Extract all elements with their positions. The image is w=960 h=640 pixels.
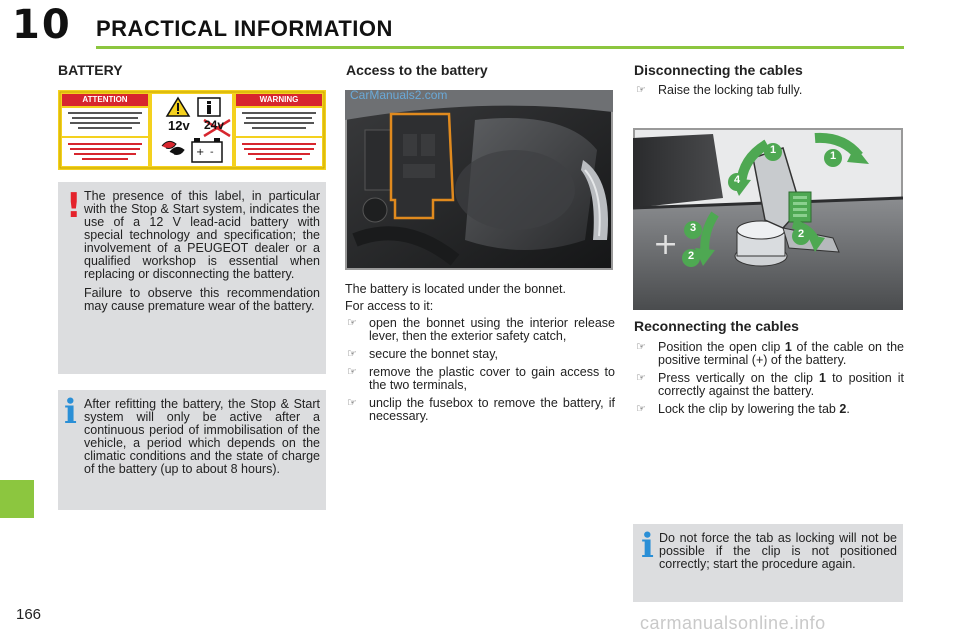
svg-text:-: -	[210, 147, 214, 158]
pointing-hand-icon: ☞	[347, 366, 357, 378]
diagram-label-4: 4	[733, 174, 741, 186]
access-steps	[345, 317, 615, 423]
warning-paragraph: The presence of this label, in particular with the Stop & Start system, indicates the use of a 12 V lead-acid battery with special technology and specification; the involvement of a PEUGEOT dealer or a qualified workshop is essential when replacing or disconnecting the battery.	[84, 189, 320, 281]
info-icon: i	[64, 392, 77, 432]
diagram-label-2: 2	[797, 228, 805, 240]
pointing-hand-icon: ☞	[636, 84, 646, 96]
watermark: carmanualsonline.info	[640, 613, 826, 633]
diagram-label-2b: 2	[687, 250, 695, 262]
diagram-label-3: 3	[689, 222, 697, 234]
label-text-en-bottom	[238, 140, 320, 164]
page-number: 166	[16, 606, 42, 623]
list-item: ☞ unclip the fusebox to remove the battery, if necessary.	[347, 396, 615, 423]
pointing-hand-icon: ☞	[347, 348, 357, 360]
list-item: ☞ secure the bonnet stay,	[347, 347, 499, 361]
warning-icon: !	[66, 186, 82, 226]
battery-label-image	[58, 90, 326, 170]
chapter-number: 10	[12, 2, 72, 48]
label-text-en-top	[238, 110, 320, 134]
reconnect-steps	[634, 341, 904, 416]
battery-terminal-diagram	[633, 128, 903, 310]
label-text-fr-top	[64, 110, 146, 134]
label-24v: 24v	[204, 118, 225, 132]
pointing-hand-icon: ☞	[636, 372, 646, 384]
info-icon: i	[641, 526, 654, 566]
warning-note	[58, 182, 326, 374]
svg-text:+: +	[653, 227, 679, 262]
disconnect-steps	[634, 84, 904, 97]
header-rule	[96, 46, 904, 49]
list-item: ☞ Raise the locking tab fully.	[636, 83, 803, 97]
label-text-fr-bottom	[64, 140, 146, 164]
list-item: ☞ Lock the clip by lowering the tab 2.	[636, 402, 850, 416]
info-paragraph-reconnect: Do not force the tab as locking will not be possible if the clip is not positioned correctly; start the procedure again.	[659, 531, 897, 571]
warning-paragraph-2: Failure to observe this recommendation may cause premature wear of the battery.	[84, 286, 320, 313]
section-title-disconnect: Disconnecting the cables	[634, 62, 803, 78]
chapter-title: PRACTICAL INFORMATION	[96, 16, 393, 41]
section-title-access: Access to the battery	[346, 62, 488, 78]
watermark-top: CarManuals2.com	[350, 88, 448, 102]
pointing-hand-icon: ☞	[636, 403, 646, 415]
info-note-refit	[58, 390, 326, 510]
section-title-reconnect: Reconnecting the cables	[634, 318, 799, 334]
access-lead: For access to it:	[345, 299, 434, 313]
info-paragraph-refit: After refitting the battery, the Stop & Start system will only be active after a continuous period of immobilisation of the vehicle, a period which depends on the climatic conditions and the state of charge of the battery (up to about 8 hours).	[84, 397, 320, 476]
access-intro: The battery is located under the bonnet.	[345, 282, 566, 296]
chapter-side-tab	[0, 480, 34, 518]
label-attention-header: ATTENTION	[82, 95, 128, 104]
diagram-label-1b: 1	[829, 150, 837, 162]
info-note-reconnect	[633, 524, 903, 602]
pointing-hand-icon: ☞	[347, 397, 357, 409]
svg-text:+: +	[196, 147, 205, 158]
list-item: ☞ Position the open clip 1 of the cable on the positive terminal (+) of the battery.	[636, 340, 904, 367]
label-warning-header: WARNING	[259, 95, 299, 104]
list-item: ☞ Press vertically on the clip 1 to position it correctly against the battery.	[636, 371, 904, 398]
label-12v: 12v	[168, 118, 190, 133]
pointing-hand-icon: ☞	[347, 317, 357, 329]
engine-bay-photo	[345, 90, 613, 270]
pointing-hand-icon: ☞	[636, 341, 646, 353]
list-item: ☞ open the bonnet using the interior release lever, then the exterior safety catch,	[347, 316, 615, 343]
diagram-label-1: 1	[769, 144, 777, 156]
section-title-battery: BATTERY	[58, 62, 123, 78]
list-item: ☞ remove the plastic cover to gain access to the two terminals,	[347, 365, 615, 392]
